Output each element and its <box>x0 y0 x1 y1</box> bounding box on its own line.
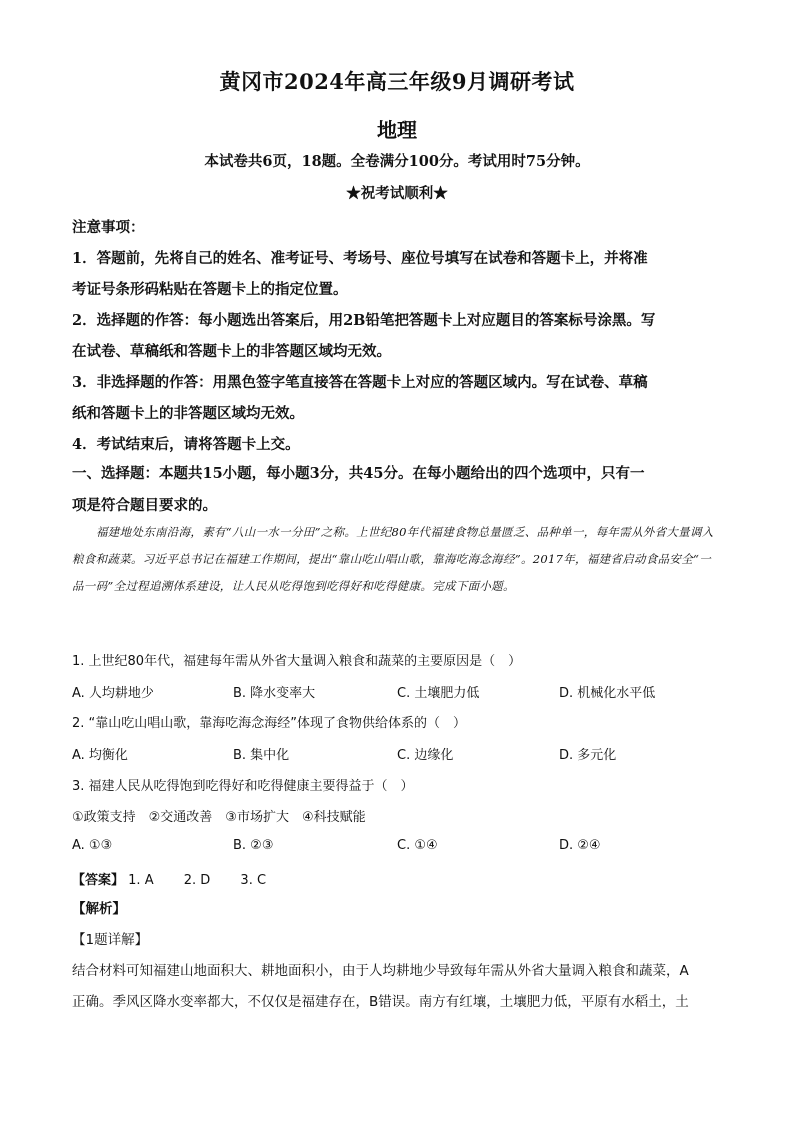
option-d: D. 多元化 <box>559 748 617 763</box>
option-b: B. 集中化 <box>233 748 290 763</box>
analysis-line: 结合材料可知福建山地面积大、耕地面积小，由于人均耕地少导致每年需从外省大量调入粮食和蔬菜，A <box>72 963 689 979</box>
option-c: C. ①④ <box>397 838 438 853</box>
analysis-tag-text: 【解析】 <box>72 901 126 917</box>
option-d: D. 机械化水平低 <box>559 686 656 701</box>
question-3-stem: 3. 福建人民从吃得饱到吃得好和吃得健康主要得益于（ ） <box>72 779 414 794</box>
option-d: D. ②④ <box>559 838 601 853</box>
option-b: B. 降水变率大 <box>233 686 316 701</box>
option-c: C. 边缘化 <box>397 748 454 763</box>
notes-line: 2．选择题的作答：每小题选出答案后，用2B铅笔把答题卡上对应题目的答案标号涂黑。写 <box>72 312 656 329</box>
analysis-tag <box>72 894 722 925</box>
option-c: C. 土壤肥力低 <box>397 686 480 701</box>
subject-title: 地理 <box>377 118 417 142</box>
analysis-line: 正确。季风区降水变率都大，不仅仅是福建存在，B错误。南方有红壤，土壤肥力低，平原有水稻土，土 <box>72 994 689 1010</box>
notes-line: 在试卷、草稿纸和答题卡上的非答题区域均无效。 <box>72 343 391 360</box>
notes-line: 纸和答题卡上的非答题区域均无效。 <box>72 405 304 422</box>
notes-line: 考证号条形码粘贴在答题卡上的指定位置。 <box>72 281 348 298</box>
notes-line: 4．考试结束后，请将答题卡上交。 <box>72 436 300 453</box>
notes-line: 3．非选择题的作答：用黑色签字笔直接答在答题卡上对应的答题区域内。写在试卷、草稿 <box>72 374 648 391</box>
option-a: A. 均衡化 <box>72 748 128 763</box>
notes-section <box>72 212 722 460</box>
notes-line: 1．答题前，先将自己的姓名、准考证号、考场号、座位号填写在试卷和答题卡上，并将准 <box>72 250 648 267</box>
option-a: A. 人均耕地少 <box>72 686 154 701</box>
answer-value: 3. C <box>240 873 267 888</box>
good-luck-line: ★祝考试顺利★ <box>346 185 448 202</box>
option-b: B. ②③ <box>233 838 274 853</box>
question-1-stem: 1. 上世纪80年代，福建每年需从外省大量调入粮食和蔬菜的主要原因是（ ） <box>72 654 522 669</box>
section-heading-line: 一、选择题：本题共15小题，每小题3分，共45分。在每小题给出的四个选项中，只有一 <box>72 465 645 482</box>
exam-title: 黄冈市2024年高三年级9月调研考试 <box>219 69 575 94</box>
answer-value: 1. A <box>128 873 154 888</box>
option-a: A. ①③ <box>72 838 113 853</box>
section-heading-line: 项是符合题目要求的。 <box>72 497 217 514</box>
detail-tag: 【1题详解】 <box>72 932 149 948</box>
answer-tag: 【答案】 <box>72 873 125 888</box>
answer-row <box>72 869 292 888</box>
exam-info: 本试卷共6页，18题。全卷满分100分。考试用时75分钟。 <box>204 153 590 170</box>
reading-passage: 福建地处东南沿海，素有“八山一水一分田”之称。上世纪80年代福建食物总量匮乏、品种单一，每年需从外省大量调入粮食和蔬菜。习近平总书记在福建工作期间，提出“靠山吃山唱山歌，靠海吃海念海经”。2017年，福建省启动食品安全“一品一码”全过程追溯体系建设，让人民从吃得饱到吃得好和吃得健康。完成下面小题。 <box>72 525 714 593</box>
question-2-stem: 2. “靠山吃山唱山歌，靠海吃海念海经”体现了食物供给体系的（ ） <box>72 716 467 731</box>
question-3-choices: ①政策支持 ②交通改善 ③市场扩大 ④科技赋能 <box>72 810 366 825</box>
answer-value: 2. D <box>183 873 211 888</box>
section-heading <box>72 458 722 522</box>
notes-heading: 注意事项： <box>72 219 145 236</box>
